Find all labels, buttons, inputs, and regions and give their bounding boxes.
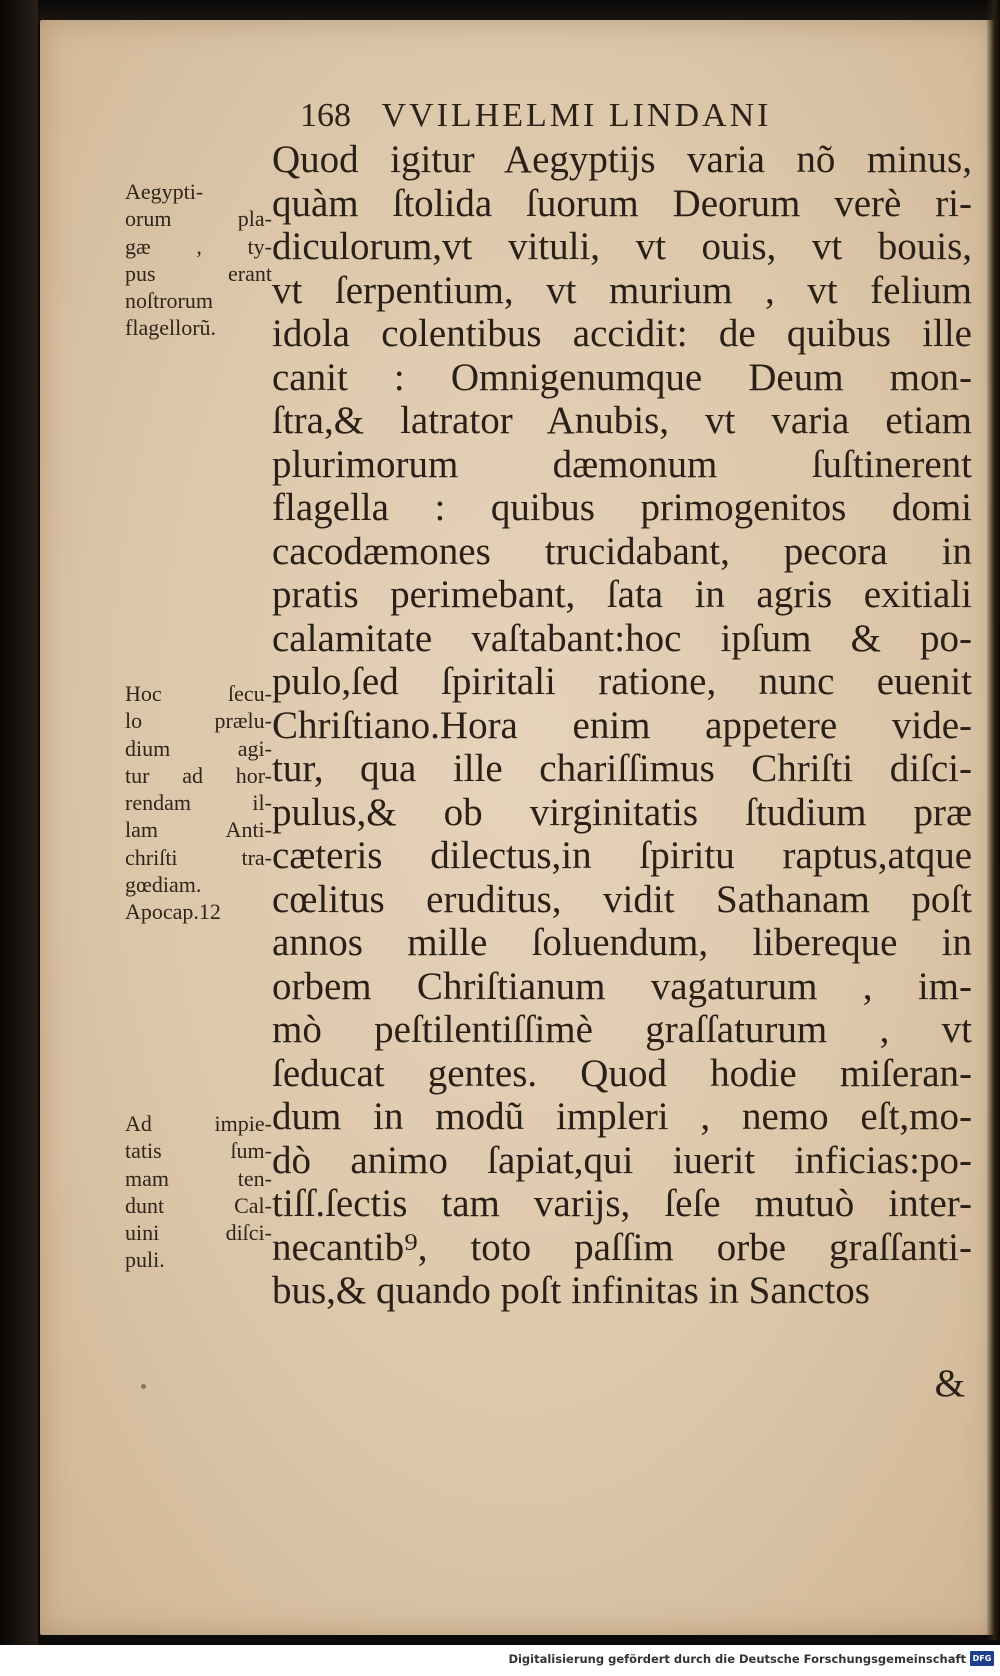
text-line: cæteris dilectus,in ſpiritu raptus,atque (272, 834, 972, 877)
text-line: tiſſ.ſectis tam varijs, ſeſe mutuò inter- (272, 1182, 972, 1225)
text-line: bus,& quando poſt infinitas in Sanctos (272, 1269, 870, 1312)
top-dark-strip (38, 0, 1000, 22)
marginal-note-line: orum pla- (125, 206, 272, 232)
marginal-note-line: gœdiam. (125, 872, 202, 898)
text-line: pulo,ſed ſpiritali ratione, nunc euenit (272, 660, 972, 703)
marginal-note-line: pus erant (125, 260, 272, 286)
marginal-note-line: rendam il- (125, 790, 272, 816)
marginal-note-line: puli. (125, 1247, 165, 1273)
marginal-note (125, 1110, 272, 1274)
text-line: dum in modũ impleri , nemo eſt,mo- (272, 1095, 972, 1138)
marginal-note-line: lam Anti- (125, 817, 272, 843)
marginal-note-line: tur ad hor- (125, 762, 272, 788)
text-line: cacodæmones trucidabant, pecora in (272, 529, 972, 573)
marginal-note-line: dium agi- (125, 735, 272, 761)
text-line: pulus,& ob virginitatis ſtudium præ (272, 790, 972, 834)
marginal-note (125, 178, 272, 342)
marginal-note-line: chriſti tra- (125, 844, 272, 870)
main-text-block (272, 138, 972, 1313)
text-line: Quod igitur Aegyptijs varia nõ minus, (272, 138, 972, 181)
page-right-shadow (986, 0, 1000, 1640)
text-line: ſeducat gentes. Quod hodie miſeran- (272, 1051, 972, 1095)
text-line: ſtra,& latrator Anubis, vt varia etiam (272, 399, 972, 442)
text-line: Chriſtiano.Hora enim appetere vide- (272, 703, 972, 747)
marginal-note-line: Aegypti- (125, 179, 204, 204)
text-line: cœlitus eruditus, vidit Sathanam poſt (272, 877, 972, 921)
text-line: idola colentibus accidit: de quibus ille (272, 312, 972, 355)
text-line: pratis perimebant, ſata in agris exitiali (272, 573, 972, 616)
running-title: VVILHELMI LINDANI (381, 97, 772, 134)
marginal-note-line: noſtrorum (125, 288, 213, 314)
marginal-note-line: mam ten- (125, 1165, 272, 1191)
marginal-note-line: Hoc ſecu- (125, 681, 272, 706)
page-number: 168 (300, 97, 351, 134)
text-line: plurimorum dæmonum ſuſtinerent (272, 442, 972, 486)
marginal-note-line: uini diſci- (125, 1220, 272, 1246)
text-line: flagella : quibus primogenitos domi (272, 486, 972, 529)
page-header (300, 96, 900, 136)
text-line: diculorum,vt vituli, vt ouis, vt bouis, (272, 225, 972, 268)
marginal-note-line: gæ , ty- (125, 233, 272, 259)
marginal-note-line: lo prælu- (125, 708, 272, 734)
marginal-note-line: Ad impie- (125, 1111, 272, 1136)
paper-speck (141, 1384, 146, 1389)
marginal-note (125, 680, 272, 926)
text-line: vt ſerpentium, vt murium , vt felium (272, 268, 972, 312)
text-line: quàm ſtolida ſuorum Deorum verè ri- (272, 181, 972, 225)
text-line: calamitate vaſtabant:hoc ipſum & po- (272, 616, 972, 660)
text-line: canit : Omnigenumque Deum mon- (272, 355, 972, 399)
text-line: annos mille ſoluendum, libereque in (272, 921, 972, 964)
marginal-note-line: Apocap.12 (125, 899, 221, 925)
marginal-note-line: flagellorũ. (125, 315, 217, 341)
catchword: & (934, 1362, 965, 1405)
book-binding-edge (0, 0, 38, 1676)
text-line: orbem Chriſtianum vagaturum , im- (272, 964, 972, 1008)
funding-note: Digitalisierung gefördert durch die Deutsche Forschungsgemeinschaft (508, 1652, 966, 1666)
marginal-note-line: tatis ſum- (125, 1138, 272, 1164)
text-line: tur, qua ille chariſſimus Chriſti diſci- (272, 747, 972, 790)
marginal-note-line: dunt Cal- (125, 1192, 272, 1218)
text-line: necantib⁹, toto paſſim orbe graſſanti- (272, 1225, 972, 1269)
text-line: dò animo ſapiat,qui iuerit inficias:po- (272, 1138, 972, 1182)
dfg-logo-badge: DFG (970, 1651, 994, 1666)
text-line: mò peſtilentiſſimè graſſaturum , vt (272, 1008, 972, 1051)
